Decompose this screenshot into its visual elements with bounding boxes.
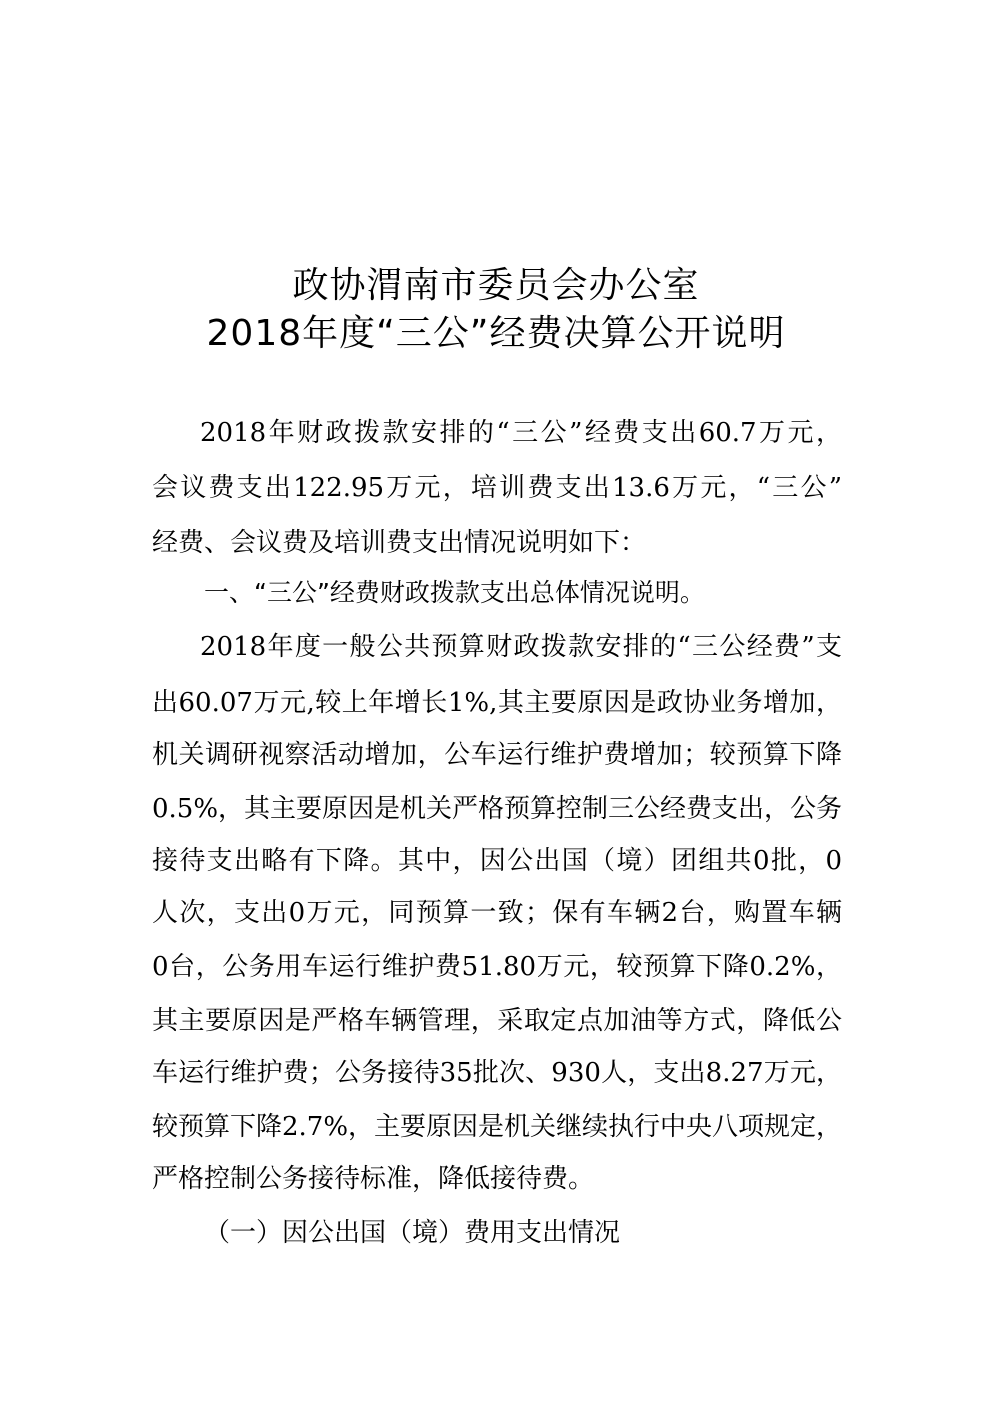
section-1-line-1: 2018年度一般公共预算财政拨款安排的“三公经费”支	[200, 632, 842, 662]
section-1-line-2: 出60.07万元,较上年增长1%,其主要原因是政协业务增加，	[152, 688, 842, 718]
intro-line-3: 经费、会议费及培训费支出情况说明如下：	[152, 528, 647, 558]
intro-line-1: 2018年财政拨款安排的“三公”经费支出60.7万元，	[200, 418, 842, 448]
document-title-line-2: 2018年度“三公”经费决算公开说明	[206, 313, 786, 354]
intro-line-2: 会议费支出122.95万元，培训费支出13.6万元，“三公”	[152, 473, 842, 503]
document-title-line-1: 政协渭南市委员会办公室	[292, 265, 700, 306]
subsection-1-heading: （一）因公出国（境）费用支出情况	[204, 1218, 621, 1248]
section-1-line-6: 人次，支出0万元，同预算一致；保有车辆2台，购置车辆	[152, 898, 842, 928]
section-1-line-4: 0.5%，其主要原因是机关严格预算控制三公经费支出，公务	[152, 794, 843, 824]
section-1-line-3: 机关调研视察活动增加，公车运行维护费增加；较预算下降	[152, 740, 842, 770]
section-1-line-10: 较预算下降2.7%，主要原因是机关继续执行中央八项规定，	[152, 1112, 843, 1142]
section-1-heading: 一、“三公”经费财政拨款支出总体情况说明。	[204, 578, 705, 607]
section-1-line-5: 接待支出略有下降。其中，因公出国（境）团组共0批，0	[152, 846, 842, 876]
section-1-line-9: 车运行维护费；公务接待35批次、930人，支出8.27万元，	[152, 1058, 842, 1088]
section-1-line-7: 0台，公务用车运行维护费51.80万元，较预算下降0.2%，	[152, 952, 842, 982]
section-1-line-11: 严格控制公务接待标准，降低接待费。	[152, 1164, 595, 1194]
section-1-line-8: 其主要原因是严格车辆管理，采取定点加油等方式，降低公	[152, 1006, 842, 1036]
